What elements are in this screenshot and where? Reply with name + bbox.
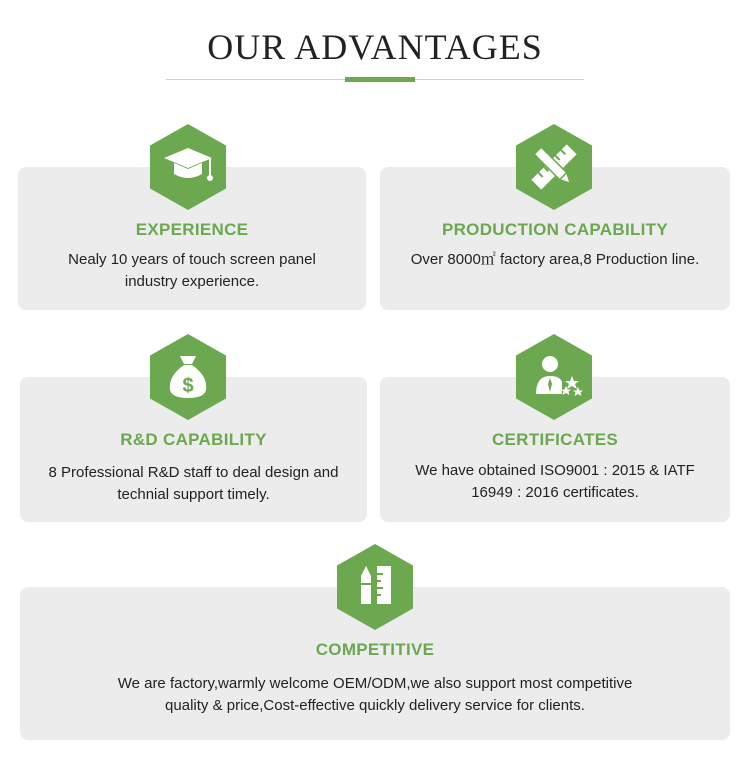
card-description-line: Nealy 10 years of touch screen panel: [68, 251, 316, 268]
card-heading: PRODUCTION CAPABILITY: [441, 220, 669, 239]
card-description-line: Over 8000㎡ factory area,8 Production line.: [410, 251, 700, 268]
card-heading: EXPERIENCE: [135, 220, 249, 239]
graduation-cap-icon: [150, 124, 226, 210]
card-description-line: 16949 : 2016 certificates.: [471, 484, 639, 501]
card-description-line: 8 Professional R&D staff to deal design and: [48, 464, 339, 481]
tools-icon: [337, 544, 413, 630]
card-heading: R&D CAPABILITY: [120, 430, 267, 449]
card-description-line: industry experience.: [124, 273, 260, 290]
page-title: OUR ADVANTAGES: [207, 27, 543, 67]
card-description-line: technial support timely.: [117, 486, 270, 503]
card-heading: CERTIFICATES: [491, 430, 619, 449]
card-heading: COMPETITIVE: [315, 640, 435, 659]
card-description-line: We have obtained ISO9001 : 2015 & IATF: [415, 462, 695, 479]
title-divider-accent: [345, 77, 415, 82]
card-description-line: We are factory,warmly welcome OEM/ODM,we also support most competitive: [117, 675, 633, 692]
pencil-ruler-icon: [516, 124, 592, 210]
svg-text:$: $: [182, 375, 194, 397]
card-description-line: quality & price,Cost-effective quickly delivery service for clients.: [165, 697, 585, 714]
certified-person-icon: [516, 334, 592, 420]
money-bag-icon: [150, 334, 226, 420]
